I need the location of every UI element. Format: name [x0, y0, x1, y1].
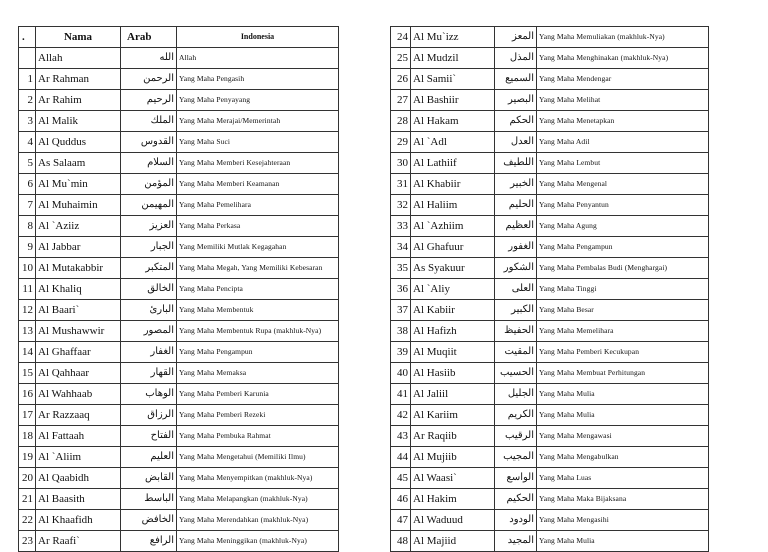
- row-name: Al Ghaffaar: [36, 342, 121, 363]
- row-arabic: الخافض: [121, 510, 177, 531]
- row-meaning: Yang Maha Pengasih: [177, 69, 339, 90]
- row-name: As Syakuur: [411, 258, 495, 279]
- row-number: 40: [391, 363, 411, 384]
- table-row: [391, 426, 709, 447]
- row-name: Ar Rahman: [36, 69, 121, 90]
- row-meaning: Yang Maha Pengampun: [537, 237, 709, 258]
- row-meaning: Yang Maha Megah, Yang Memiliki Kebesaran: [177, 258, 339, 279]
- row-meaning: Yang Maha Mengenal: [537, 174, 709, 195]
- row-meaning: Yang Maha Lembut: [537, 153, 709, 174]
- row-arabic: الغفار: [121, 342, 177, 363]
- row-meaning: Yang Maha Meninggikan (makhluk-Nya): [177, 531, 339, 552]
- table-row: [19, 69, 339, 90]
- row-number: 2: [19, 90, 36, 111]
- table-row: [19, 174, 339, 195]
- row-meaning: Yang Maha Merendahkan (makhluk-Nya): [177, 510, 339, 531]
- row-number: 46: [391, 489, 411, 510]
- row-number: 23: [19, 531, 36, 552]
- table-row: [391, 363, 709, 384]
- row-meaning: Yang Maha Luas: [537, 468, 709, 489]
- row-meaning: Yang Maha Pencipta: [177, 279, 339, 300]
- left-names-table: [18, 26, 339, 552]
- row-arabic: العظيم: [495, 216, 537, 237]
- row-arabic: الودود: [495, 510, 537, 531]
- row-number: 5: [19, 153, 36, 174]
- row-number: 10: [19, 258, 36, 279]
- row-name: Al Hafizh: [411, 321, 495, 342]
- table-row: [391, 531, 709, 552]
- row-arabic: الملك: [121, 111, 177, 132]
- row-arabic: المجيد: [495, 531, 537, 552]
- row-arabic: الرحيم: [121, 90, 177, 111]
- table-row: [19, 48, 339, 69]
- row-meaning: Yang Maha Membuat Perhitungan: [537, 363, 709, 384]
- row-arabic: الحسيب: [495, 363, 537, 384]
- table-row: [19, 279, 339, 300]
- table-row: [391, 90, 709, 111]
- row-meaning: Yang Maha Tinggi: [537, 279, 709, 300]
- row-arabic: القابض: [121, 468, 177, 489]
- row-name: Al `Aziiz: [36, 216, 121, 237]
- row-number: 24: [391, 27, 411, 48]
- row-meaning: Yang Maha Pembuka Rahmat: [177, 426, 339, 447]
- row-arabic: الغفور: [495, 237, 537, 258]
- table-row: [391, 489, 709, 510]
- row-number: 36: [391, 279, 411, 300]
- row-number: 21: [19, 489, 36, 510]
- row-arabic: المعز: [495, 27, 537, 48]
- row-arabic: الرزاق: [121, 405, 177, 426]
- row-meaning: Yang Maha Maka Bijaksana: [537, 489, 709, 510]
- row-name: Al Wahhaab: [36, 384, 121, 405]
- row-meaning: Yang Maha Menetapkan: [537, 111, 709, 132]
- row-meaning: Yang Maha Melapangkan (makhluk-Nya): [177, 489, 339, 510]
- row-name: Al Mutakabbir: [36, 258, 121, 279]
- table-row: [19, 510, 339, 531]
- header-indonesia: Indonesia: [177, 27, 339, 48]
- table-row: [19, 111, 339, 132]
- table-row: [19, 384, 339, 405]
- row-arabic: المقيت: [495, 342, 537, 363]
- row-number: 28: [391, 111, 411, 132]
- row-number: 3: [19, 111, 36, 132]
- row-name: Al Baasith: [36, 489, 121, 510]
- header-nama: Nama: [36, 27, 121, 48]
- row-arabic: الشكور: [495, 258, 537, 279]
- row-number: [19, 48, 36, 69]
- row-number: 6: [19, 174, 36, 195]
- row-name: Al Jabbar: [36, 237, 121, 258]
- row-arabic: الفتاح: [121, 426, 177, 447]
- table-header-row: [19, 27, 339, 48]
- row-arabic: الخالق: [121, 279, 177, 300]
- row-name: Al Bashiir: [411, 90, 495, 111]
- left-table-body: [19, 48, 339, 552]
- row-number: 22: [19, 510, 36, 531]
- row-name: Al Khaafidh: [36, 510, 121, 531]
- row-number: 4: [19, 132, 36, 153]
- row-name: Al `Aliim: [36, 447, 121, 468]
- row-arabic: القدوس: [121, 132, 177, 153]
- table-row: [19, 468, 339, 489]
- table-row: [391, 384, 709, 405]
- row-meaning: Yang Maha Menghinakan (makhluk-Nya): [537, 48, 709, 69]
- row-name: Al Mu`izz: [411, 27, 495, 48]
- row-arabic: البصير: [495, 90, 537, 111]
- row-name: Al Fattaah: [36, 426, 121, 447]
- row-arabic: المذل: [495, 48, 537, 69]
- table-row: [391, 237, 709, 258]
- row-meaning: Yang Maha Mulia: [537, 405, 709, 426]
- row-arabic: الخبير: [495, 174, 537, 195]
- row-meaning: Yang Maha Memuliakan (makhluk-Nya): [537, 27, 709, 48]
- row-name: Al Hakim: [411, 489, 495, 510]
- table-row: [391, 405, 709, 426]
- row-number: 44: [391, 447, 411, 468]
- row-name: Ar Rahim: [36, 90, 121, 111]
- row-number: 26: [391, 69, 411, 90]
- table-row: [19, 363, 339, 384]
- row-meaning: Yang Maha Mendengar: [537, 69, 709, 90]
- row-name: Ar Raafi`: [36, 531, 121, 552]
- table-row: [391, 174, 709, 195]
- row-number: 47: [391, 510, 411, 531]
- table-row: [19, 426, 339, 447]
- row-meaning: Yang Maha Melihat: [537, 90, 709, 111]
- row-meaning: Yang Maha Perkasa: [177, 216, 339, 237]
- row-number: 42: [391, 405, 411, 426]
- table-row: [391, 279, 709, 300]
- table-row: [19, 258, 339, 279]
- table-row: [19, 90, 339, 111]
- row-arabic: السميع: [495, 69, 537, 90]
- row-arabic: القهار: [121, 363, 177, 384]
- table-row: [19, 321, 339, 342]
- row-number: 43: [391, 426, 411, 447]
- row-arabic: الحليم: [495, 195, 537, 216]
- table-row: [19, 132, 339, 153]
- row-meaning: Yang Maha Adil: [537, 132, 709, 153]
- table-row: [391, 468, 709, 489]
- row-meaning: Yang Maha Pemelihara: [177, 195, 339, 216]
- row-arabic: المؤمن: [121, 174, 177, 195]
- row-number: 32: [391, 195, 411, 216]
- row-arabic: الجبار: [121, 237, 177, 258]
- table-row: [19, 447, 339, 468]
- row-number: 34: [391, 237, 411, 258]
- row-number: 39: [391, 342, 411, 363]
- row-name: Al Kabiir: [411, 300, 495, 321]
- row-number: 25: [391, 48, 411, 69]
- row-number: 37: [391, 300, 411, 321]
- row-name: Al Jaliil: [411, 384, 495, 405]
- row-number: 7: [19, 195, 36, 216]
- row-meaning: Yang Maha Mengasihi: [537, 510, 709, 531]
- row-arabic: الحكيم: [495, 489, 537, 510]
- table-row: [19, 405, 339, 426]
- row-name: Al `Adl: [411, 132, 495, 153]
- right-table-body: [391, 27, 709, 552]
- row-number: 31: [391, 174, 411, 195]
- row-meaning: Yang Maha Membentuk Rupa (makhluk-Nya): [177, 321, 339, 342]
- table-row: [391, 48, 709, 69]
- row-meaning: Yang Maha Mengawasi: [537, 426, 709, 447]
- table-row: [19, 153, 339, 174]
- row-arabic: العليم: [121, 447, 177, 468]
- row-number: 45: [391, 468, 411, 489]
- row-arabic: الله: [121, 48, 177, 69]
- row-meaning: Yang Maha Mulia: [537, 384, 709, 405]
- row-meaning: Allah: [177, 48, 339, 69]
- row-arabic: الباسط: [121, 489, 177, 510]
- row-arabic: الرافع: [121, 531, 177, 552]
- row-meaning: Yang Maha Memaksa: [177, 363, 339, 384]
- row-name: Al Muqiit: [411, 342, 495, 363]
- row-meaning: Yang Maha Memelihara: [537, 321, 709, 342]
- row-name: Ar Raqiib: [411, 426, 495, 447]
- row-number: 1: [19, 69, 36, 90]
- row-number: 19: [19, 447, 36, 468]
- row-arabic: المهيمن: [121, 195, 177, 216]
- table-row: [391, 69, 709, 90]
- row-name: Al Waduud: [411, 510, 495, 531]
- row-meaning: Yang Maha Pemberi Rezeki: [177, 405, 339, 426]
- row-number: 38: [391, 321, 411, 342]
- row-meaning: Yang Maha Besar: [537, 300, 709, 321]
- row-number: 8: [19, 216, 36, 237]
- row-name: Al Khabiir: [411, 174, 495, 195]
- row-arabic: المجيب: [495, 447, 537, 468]
- row-name: Al `Azhiim: [411, 216, 495, 237]
- row-name: Al Baari`: [36, 300, 121, 321]
- table-row: [19, 531, 339, 552]
- row-meaning: Yang Maha Suci: [177, 132, 339, 153]
- row-name: Al Qahhaar: [36, 363, 121, 384]
- row-arabic: الحكم: [495, 111, 537, 132]
- row-name: Al Ghafuur: [411, 237, 495, 258]
- row-name: Al Mushawwir: [36, 321, 121, 342]
- row-name: Al Kariim: [411, 405, 495, 426]
- row-arabic: الرقيب: [495, 426, 537, 447]
- row-meaning: Yang Maha Penyantun: [537, 195, 709, 216]
- row-number: 14: [19, 342, 36, 363]
- row-number: 9: [19, 237, 36, 258]
- row-name: As Salaam: [36, 153, 121, 174]
- row-number: 33: [391, 216, 411, 237]
- row-name: Al Malik: [36, 111, 121, 132]
- row-name: Al Waasi`: [411, 468, 495, 489]
- row-name: Al Samii`: [411, 69, 495, 90]
- row-arabic: الكريم: [495, 405, 537, 426]
- table-row: [391, 342, 709, 363]
- row-number: 41: [391, 384, 411, 405]
- row-meaning: Yang Maha Pengampun: [177, 342, 339, 363]
- row-arabic: العلى: [495, 279, 537, 300]
- row-number: 18: [19, 426, 36, 447]
- row-name: Al Hakam: [411, 111, 495, 132]
- row-number: 27: [391, 90, 411, 111]
- row-number: 29: [391, 132, 411, 153]
- row-meaning: Yang Maha Memberi Keamanan: [177, 174, 339, 195]
- row-arabic: العزيز: [121, 216, 177, 237]
- row-name: Al Hasiib: [411, 363, 495, 384]
- row-name: Al Qaabidh: [36, 468, 121, 489]
- row-meaning: Yang Memiliki Mutlak Kegagahan: [177, 237, 339, 258]
- row-name: Al Majiid: [411, 531, 495, 552]
- row-number: 20: [19, 468, 36, 489]
- table-row: [391, 447, 709, 468]
- row-number: 11: [19, 279, 36, 300]
- row-arabic: اللطيف: [495, 153, 537, 174]
- row-meaning: Yang Maha Menyempitkan (makhluk-Nya): [177, 468, 339, 489]
- row-arabic: السلام: [121, 153, 177, 174]
- table-row: [391, 321, 709, 342]
- row-number: 13: [19, 321, 36, 342]
- row-name: Al Khaliq: [36, 279, 121, 300]
- row-meaning: Yang Maha Pembalas Budi (Menghargai): [537, 258, 709, 279]
- row-name: Al Muhaimin: [36, 195, 121, 216]
- table-row: [391, 27, 709, 48]
- table-row: [391, 132, 709, 153]
- table-row: [391, 111, 709, 132]
- row-meaning: Yang Maha Penyayang: [177, 90, 339, 111]
- table-row: [19, 216, 339, 237]
- table-row: [391, 216, 709, 237]
- table-row: [19, 300, 339, 321]
- row-name: Ar Razzaaq: [36, 405, 121, 426]
- row-meaning: Yang Maha Pemberi Karunia: [177, 384, 339, 405]
- row-arabic: البارئ: [121, 300, 177, 321]
- row-arabic: الكبير: [495, 300, 537, 321]
- row-name: Al Mu`min: [36, 174, 121, 195]
- table-row: [19, 237, 339, 258]
- row-arabic: المصور: [121, 321, 177, 342]
- row-name: Allah: [36, 48, 121, 69]
- header-arab: Arab: [121, 27, 177, 48]
- header-number: .: [19, 27, 36, 48]
- row-name: Al `Aliy: [411, 279, 495, 300]
- table-row: [391, 195, 709, 216]
- table-row: [19, 195, 339, 216]
- table-row: [391, 300, 709, 321]
- row-arabic: الجليل: [495, 384, 537, 405]
- row-number: 12: [19, 300, 36, 321]
- row-meaning: Yang Maha Mengabulkan: [537, 447, 709, 468]
- row-number: 35: [391, 258, 411, 279]
- row-arabic: الحفيظ: [495, 321, 537, 342]
- row-arabic: المتكبر: [121, 258, 177, 279]
- row-meaning: Yang Maha Agung: [537, 216, 709, 237]
- row-meaning: Yang Maha Mulia: [537, 531, 709, 552]
- row-number: 16: [19, 384, 36, 405]
- row-name: Al Haliim: [411, 195, 495, 216]
- row-meaning: Yang Maha Membentuk: [177, 300, 339, 321]
- row-arabic: الواسع: [495, 468, 537, 489]
- row-name: Al Mudzil: [411, 48, 495, 69]
- row-meaning: Yang Maha Merajai/Memerintah: [177, 111, 339, 132]
- row-meaning: Yang Maha Memberi Kesejahteraan: [177, 153, 339, 174]
- table-row: [391, 153, 709, 174]
- row-arabic: الوهاب: [121, 384, 177, 405]
- table-row: [19, 489, 339, 510]
- row-arabic: الرحمن: [121, 69, 177, 90]
- row-name: Al Mujiib: [411, 447, 495, 468]
- row-number: 30: [391, 153, 411, 174]
- row-name: Al Quddus: [36, 132, 121, 153]
- row-name: Al Lathiif: [411, 153, 495, 174]
- row-number: 15: [19, 363, 36, 384]
- row-number: 48: [391, 531, 411, 552]
- row-arabic: العدل: [495, 132, 537, 153]
- row-meaning: Yang Maha Pemberi Kecukupan: [537, 342, 709, 363]
- table-row: [391, 510, 709, 531]
- row-meaning: Yang Maha Mengetahui (Memiliki Ilmu): [177, 447, 339, 468]
- right-names-table: [390, 26, 709, 552]
- row-number: 17: [19, 405, 36, 426]
- table-row: [19, 342, 339, 363]
- table-row: [391, 258, 709, 279]
